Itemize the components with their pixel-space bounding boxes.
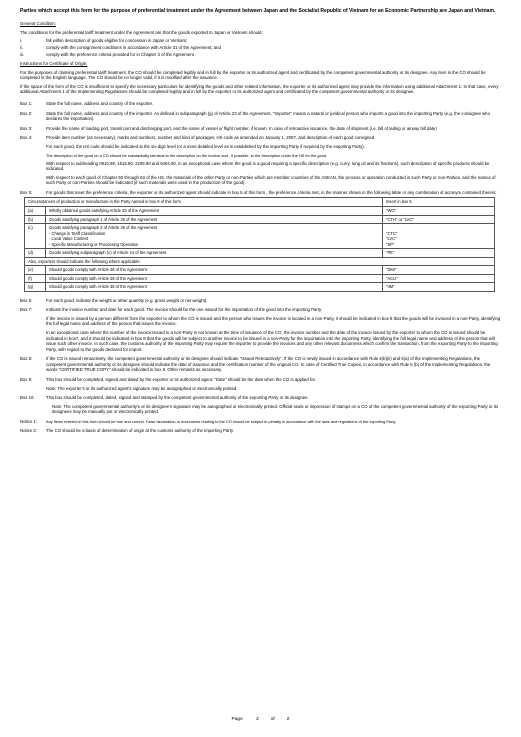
box-text: For goods that meet the preference criteria, the exporter or its authorized agent should indicate in box 5 of this form , the preference criteria met, in the manner shown in the following table or any combination of acronym contained therein: xyxy=(46,189,497,195)
box-entry xyxy=(20,377,501,391)
table-header-row xyxy=(25,198,495,207)
table-header-cell: Circumstances of production or manufacture in the Party named in box 9 of this form xyxy=(25,198,383,207)
row-marker: (d) xyxy=(25,249,46,258)
row-description: Should goods comply with Article 35 of the Agreement xyxy=(46,283,383,292)
row-code: "LVC" xyxy=(386,236,397,242)
table-row xyxy=(25,215,495,224)
box-text: Provide the name of loading port, transit port and discharging port, and the name of vessel or flight number, if known. In case of retroactive issuance, the date of shipment (i.e. bill of lading or airway bill date) xyxy=(46,125,437,131)
table-row xyxy=(25,257,495,266)
box-label: Box 4: xyxy=(20,135,33,141)
box-entry xyxy=(20,395,501,415)
box-entry xyxy=(20,111,501,122)
condition-item xyxy=(20,38,501,44)
box-subparagraph: For each good, the HS code should be indicated at the six-digit level (or a more detailed level as is established by the importing Party if required by the exporting Party). xyxy=(46,143,365,149)
box-subparagraph: With respect to each good of Chapter 50 through 63 of the HS, the materials of the other Party or non-Parties which are member countries of the ASEAN, the process or operation conducted in such Party or non-Parties, and the names of such Party or non-Parties should be indicated (if such materials were used in the production of the good). xyxy=(46,174,496,186)
box-label: Box 10: xyxy=(20,395,35,401)
row-code: "SP" xyxy=(386,241,395,247)
table-row xyxy=(25,249,495,258)
row-description: Should goods comply with Article 29 of the Agreement xyxy=(46,274,383,283)
box-text: Indicate the invoice number and date for each good. The invoice should be the one issued for the importation of the good into the importing Party. xyxy=(46,307,322,313)
table-note: Also, exporters should indicate the following where applicable: xyxy=(25,257,495,266)
document-page xyxy=(20,8,501,438)
document-header: Parties which accept this form for the purpose of preferential treatment under the Agreement between Japan and the Socialist Republic of Vietnam for an Economic Partnership are Japan and Vietnam. xyxy=(20,8,496,14)
page-of: of xyxy=(270,717,275,722)
notice-label: Notice 2: xyxy=(20,428,37,434)
general-condition-intro: The conditions for the preferential tariff treatment under the Agreement are that the goods exported to Japan or Vietnam should: xyxy=(20,29,263,35)
page-number: 2 xyxy=(256,717,259,722)
box-label: Box 8: xyxy=(20,356,33,362)
general-condition-heading: General Condition: xyxy=(20,21,56,27)
row-code: "ACU" xyxy=(383,274,495,283)
row-marker: (g) xyxy=(25,283,46,292)
row-marker: (a) xyxy=(25,206,46,215)
table-row xyxy=(25,283,495,292)
row-description: Goods satisfying paragraph 1 of Article 26 of the Agreement xyxy=(46,215,383,224)
box-entry xyxy=(20,356,501,373)
condition-text: comply with the preference criteria provided for in Chapter 3 of the Agreement . xyxy=(46,51,197,57)
box-label: Box 3: xyxy=(20,125,33,131)
page-label: Page xyxy=(231,717,243,722)
row-marker: (b) xyxy=(25,215,46,224)
row-description: Wholly obtained goods satisfying Article 25 of the Agreement xyxy=(46,206,383,215)
row-description: Goods satisfying subparagraph (c) of Article 24 of the Agreement xyxy=(46,249,383,258)
row-code: "WO" xyxy=(383,206,495,215)
preference-criteria-table xyxy=(24,197,495,291)
notice-entry xyxy=(20,428,501,434)
row-subitem: - Local Value Content xyxy=(49,236,89,242)
row-marker: (f) xyxy=(25,274,46,283)
box-label: Box 7: xyxy=(20,307,33,313)
notice-text: Any items entered in this form should be true and correct. False declaration or documents relating to the CO should be subject to penalty in accordance with the laws and regulations of the exporting Party. xyxy=(46,418,397,424)
box-subparagraph: The description of the good on a CO should be substantially identical to the description on the invoice and , if possible, to the description under the HS for the good. xyxy=(46,152,328,158)
instructions-paragraph: If the space of the form of the CO is insufficient to specify the necessary particulars for identifying the goods and other related information, the exporter or its authorized agent may provide the information using additional Attachment 1. In that case, every additional Attachment 1 of the Implementing Regulations should be completed legibly and in full by the exporter or its authorized agent and certificated by the competent governmental authority or its designee. xyxy=(20,83,499,95)
box-label: Box 6: xyxy=(20,297,33,303)
box-label: Box 9: xyxy=(20,377,33,383)
box-text: This box should be completed, dated, signed and stamped by the competent governmental authority of the exporting Party or its designee. xyxy=(46,395,309,401)
box-subparagraph: If the invoice is issued by a person different from the exporter to whom the CO is issued and the person who issues the invoice is located in a non-Party, it should be indicated in box 8 that the goods will be invoiced in a non-Party, identifying the full legal name and address of the person that issues the invoice. xyxy=(46,315,501,327)
box-text: Provide item number (as necessary), marks and numbers, number and kind of packages, HS code as amended on January 1, 2007, and description of each good consigned. xyxy=(46,135,376,141)
box-label: Box 2: xyxy=(20,110,33,116)
condition-marker: iii. xyxy=(20,51,25,57)
row-marker: (c) xyxy=(25,224,46,249)
row-subitem: - Change in Tariff Classification xyxy=(49,230,106,236)
row-code: "DMI" xyxy=(383,266,495,275)
box-label: Box 5: xyxy=(20,189,33,195)
notice-text: The CO should be a basis of determination of origin at the customs authority of the importing Party. xyxy=(46,428,234,434)
box-text: If the CO is issued retroactively, the competent governmental authority or its designee should indicate "Issued Retroactively". If the CO is newly issued in accordance with Rule 4(b)(ii) and 5(a) of the Implementing Regulations, the competent governmental authority or its designee should indicate the date of issuance and the certification number of the original CO. In case of Certified True Copies, in accordance with Rule 5 (b) of the Implementing Regulations, the words "CERTIFIED TRUE COPY" should be indicated in box 8. Other remarks as necessary. xyxy=(46,356,491,373)
box-entry xyxy=(20,298,501,304)
instructions-heading: Instructions for Certificate of Origin: xyxy=(20,61,88,67)
box-note: Note: The exporter's or its authorized agent's signature may be autographed or electronically printed. xyxy=(46,385,238,391)
condition-item xyxy=(20,52,501,58)
box-subparagraph: In an exceptional case where the number of the invoice issued in a non-Party is not known at the time of issuance of the CO, the invoice number and the date of the invoice issued by the exporter to whom the CO is issued should be indicated in box7, and it should be indicated in box 8 that the goods will be subject to another invoice to be issued in a non-Party for the importation into the importing Party, identifying the full legal name and address of the person that will issue such other invoice. In such case, the customs authority of the importing Party may require the importer to provide the invoices and any other relevant documents which confirm the transaction, from the exporting Party to the importing Party, with regard to the goods declared for import. xyxy=(46,329,498,352)
page-footer xyxy=(0,717,521,722)
notice-label: Notice 1: xyxy=(20,418,37,424)
table-header-cell: Insert in box 5 xyxy=(383,198,495,207)
condition-text: fall within description of goods eligible for concession in Japan or Vietnam; xyxy=(46,38,188,44)
page-total: 2 xyxy=(286,717,290,722)
instructions-paragraph: For the purposes of claiming preferential tariff treatment, the CO should be completed legibly and in full by the exporter or its authorized agent and certificated by the competent governmental authority or its designee. Any item in the CO should be completed in the English language. The CO should be no longer valid, if it is modified after the issuance. xyxy=(20,69,486,81)
row-code: "PE" xyxy=(383,249,495,258)
box-entry xyxy=(20,307,501,352)
row-code: "CTH" or "LVC" xyxy=(383,215,495,224)
box-entry xyxy=(20,101,501,107)
condition-marker: i. xyxy=(20,38,23,44)
row-marker: (e) xyxy=(25,266,46,275)
row-code: "CTC" xyxy=(386,230,398,236)
box-label: Box 1: xyxy=(20,101,33,107)
row-code: "IIM" xyxy=(383,283,495,292)
table-row xyxy=(25,224,495,249)
table-row xyxy=(25,206,495,215)
row-subitem: - Specific Manufacturing or Processing Operation xyxy=(49,241,139,247)
row-description: Should goods comply with Article 28 of the Agreement xyxy=(46,266,383,275)
table-row xyxy=(25,266,495,275)
condition-item xyxy=(20,45,501,51)
box-text: State the full name, address and country of the exporter. xyxy=(46,101,154,107)
box-subparagraph: With respect to subheading 0910.99, 1515.90, 2208.90 and 9404.90, in an exceptional case where the good is a good requiring a specific description (e.g. curry, tung oil and its fractions), such description of specific products should be indicated. xyxy=(46,160,490,172)
box-text: For each good, indicate the weight or other quantity (e.g. gross weight or net weight). xyxy=(46,297,208,303)
box-entry xyxy=(20,135,501,186)
table-row xyxy=(25,274,495,283)
box-entry xyxy=(20,126,501,132)
box-text: This box should be completed, signed and dated by the exporter or its authorized agent. "Date" should be the date when the CO is applied for. xyxy=(46,377,316,383)
condition-marker: ii. xyxy=(20,44,24,50)
box-entry xyxy=(20,190,501,196)
notice-entry xyxy=(20,419,501,425)
condition-text: comply with the consignment conditions in accordance with Article 31 of the Agreement; and xyxy=(46,44,221,50)
box-note: Note: The competent governmental authority's or its designee's signature may be autographed or electronically printed. Official seals or impression of stamps on a CO of the competent governmental authority of the exporting Party or its designees may be manually put or electronically printed. xyxy=(52,403,499,415)
box-text: State the full name, address and country of the importer. As defined in subparagraph (g) of Article 23 of the Agreement, "Importer" means a natural or juridical person who imports a good into the importing Party (e.g. the consignee who declares the importation). xyxy=(46,110,490,122)
row-description: Goods satisfying paragraph 2 of Article 26 of the Agreement xyxy=(49,225,158,231)
